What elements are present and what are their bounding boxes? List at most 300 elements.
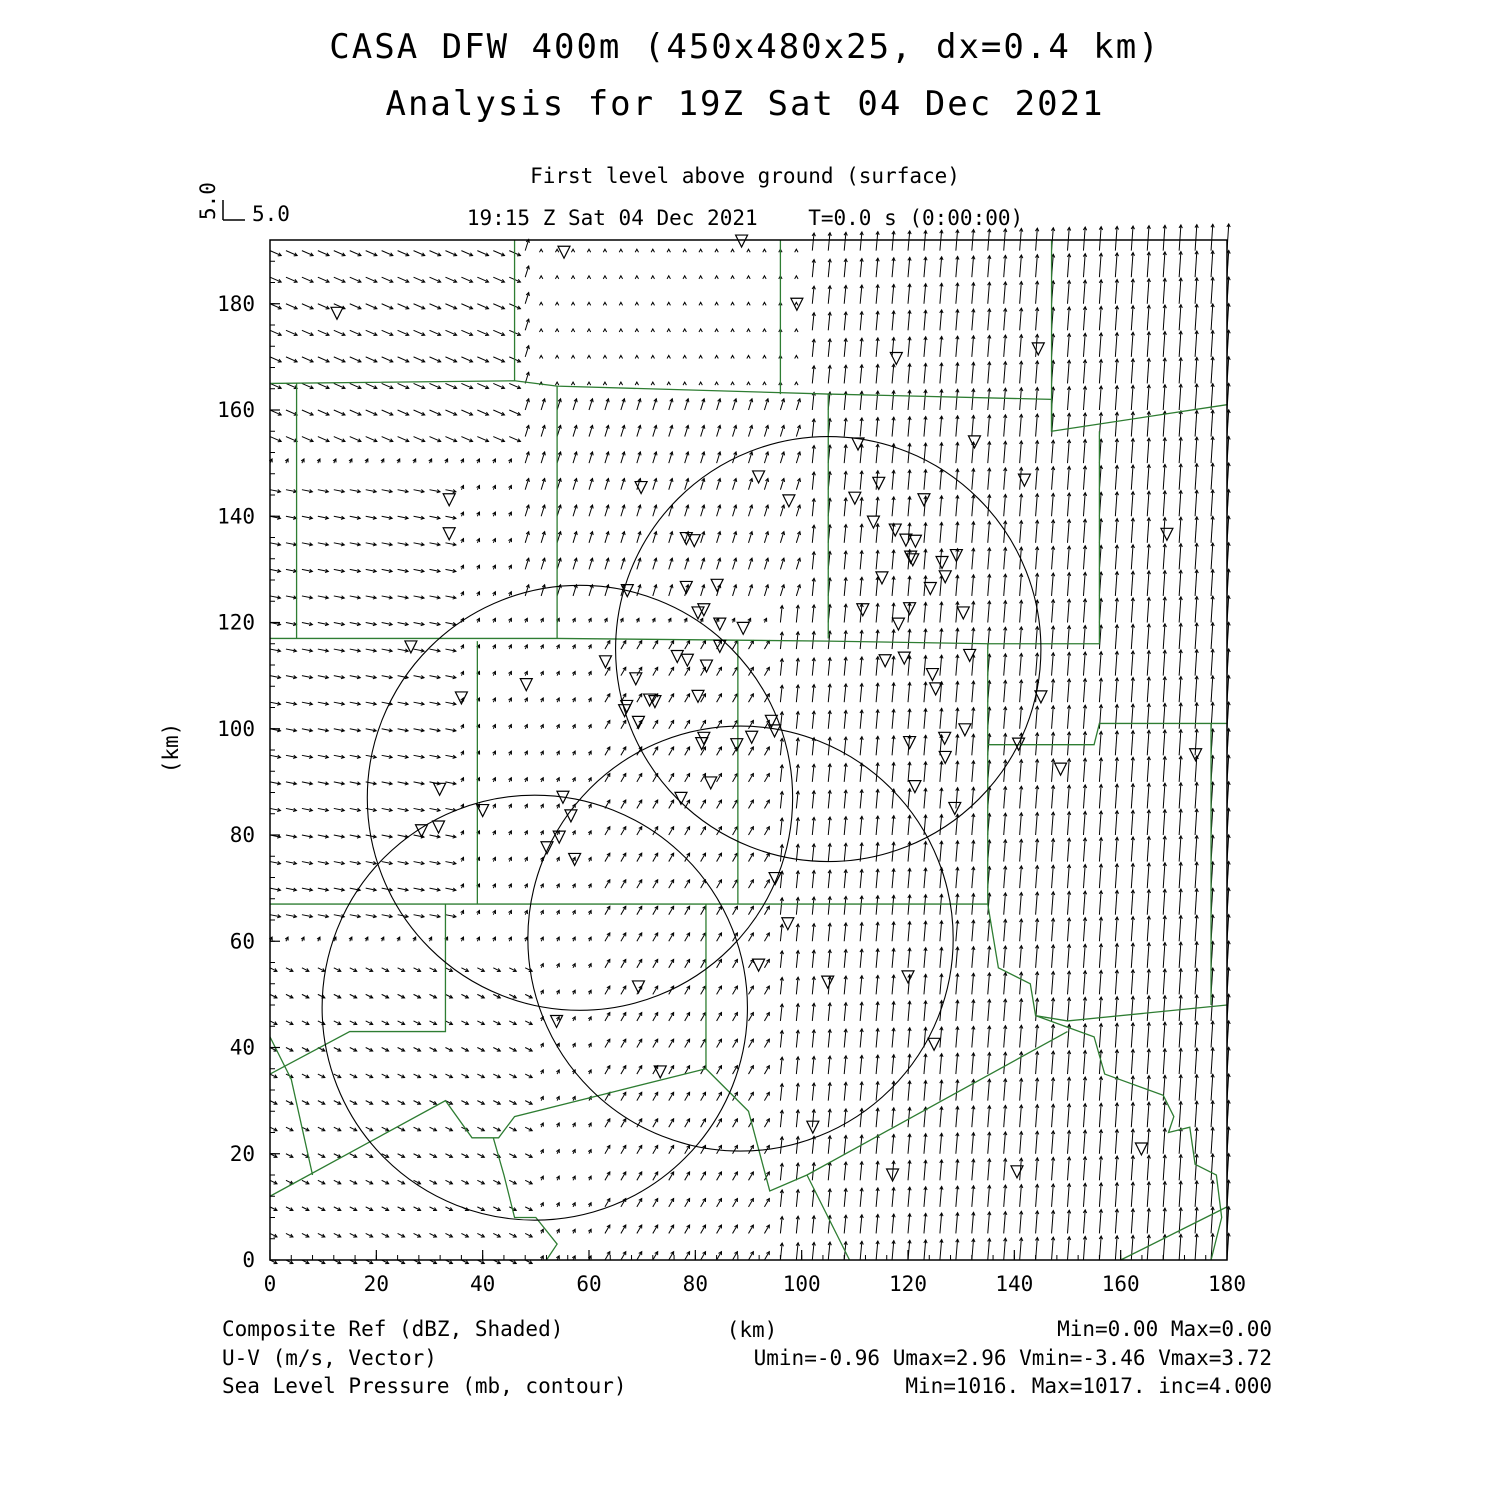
wind-vector xyxy=(1036,1105,1038,1128)
wind-vector xyxy=(1083,1236,1085,1260)
wind-vector-head xyxy=(571,302,574,305)
wind-vector xyxy=(1163,597,1165,622)
wind-vector xyxy=(1020,1211,1022,1233)
wind-vector xyxy=(1052,1078,1054,1101)
wind-vector xyxy=(1195,517,1197,543)
county-boundary xyxy=(270,638,1099,643)
wind-vector xyxy=(1211,490,1213,516)
wind-vector xyxy=(1004,468,1006,490)
wind-vector xyxy=(1099,227,1101,251)
wind-vector xyxy=(1147,863,1149,888)
wind-vector xyxy=(1195,968,1197,994)
wind-vector xyxy=(1115,572,1117,596)
wind-vector xyxy=(1147,916,1149,941)
wind-vector xyxy=(1115,465,1117,489)
radar-marker xyxy=(433,821,445,833)
wind-vector xyxy=(1083,466,1085,490)
wind-vector-head xyxy=(587,302,590,305)
wind-vector xyxy=(1131,1209,1133,1234)
wind-vector xyxy=(1115,545,1117,569)
wind-vector xyxy=(1131,492,1133,517)
wind-vector-head xyxy=(635,382,638,385)
wind-vector xyxy=(1036,945,1038,968)
wind-vector xyxy=(1179,278,1181,304)
wind-vector xyxy=(988,362,990,383)
wind-vector xyxy=(1131,1129,1133,1154)
wind-vector xyxy=(1020,255,1022,277)
wind-vector xyxy=(1163,571,1165,596)
wind-vector xyxy=(1004,654,1006,676)
wind-vector xyxy=(988,999,990,1020)
wind-vector xyxy=(1068,1210,1070,1233)
wind-vector xyxy=(1020,600,1022,622)
wind-vector xyxy=(1020,1078,1022,1100)
wind-vector xyxy=(1115,386,1117,410)
wind-vector xyxy=(1131,757,1133,782)
wind-vector-head xyxy=(571,355,574,358)
wind-vector xyxy=(1147,544,1149,569)
wind-vector xyxy=(1147,624,1149,649)
wind-vector xyxy=(1131,306,1133,331)
wind-vector xyxy=(1083,625,1085,649)
wind-vector xyxy=(1147,996,1149,1021)
wind-vector xyxy=(988,973,990,994)
wind-vector xyxy=(1004,1238,1006,1260)
wind-vector xyxy=(1083,865,1085,889)
wind-vector xyxy=(1115,651,1117,675)
wind-vector xyxy=(1020,308,1022,330)
wind-vector xyxy=(1179,916,1181,942)
wind-vector xyxy=(1211,1127,1213,1153)
wind-vector xyxy=(1020,946,1022,968)
wind-vector xyxy=(1068,706,1070,729)
wind-vector xyxy=(1020,1052,1022,1074)
wind-vector xyxy=(1068,1051,1070,1074)
wind-vector xyxy=(972,1212,974,1233)
wind-vector xyxy=(1147,1076,1149,1101)
wind-vector xyxy=(1099,1024,1101,1048)
wind-vector xyxy=(1211,649,1213,675)
wind-vector xyxy=(1115,279,1117,303)
radar-marker xyxy=(1032,343,1044,355)
wind-vector xyxy=(1099,1210,1101,1234)
wind-vector xyxy=(988,1026,990,1047)
wind-vector xyxy=(1211,1048,1213,1074)
wind-vector-head xyxy=(539,355,542,358)
wind-vector xyxy=(1131,1023,1133,1048)
wind-vector xyxy=(1195,1075,1197,1101)
wind-vector xyxy=(1083,360,1085,384)
wind-vector-head xyxy=(763,302,766,305)
wind-vector xyxy=(1179,703,1181,729)
wind-vector-head xyxy=(635,329,638,332)
wind-vector xyxy=(988,335,990,356)
wind-vector xyxy=(1036,998,1038,1021)
wind-vector xyxy=(1147,491,1149,516)
wind-vector xyxy=(1083,599,1085,623)
wind-vector xyxy=(1004,627,1006,649)
wind-vector-head xyxy=(651,302,654,305)
wind-vector xyxy=(1083,1024,1085,1048)
wind-vector xyxy=(1195,1207,1197,1233)
wind-vector xyxy=(1131,943,1133,968)
wind-vector xyxy=(1052,1157,1054,1180)
radar-marker xyxy=(822,976,834,988)
wind-vector xyxy=(1147,943,1149,968)
wind-vector xyxy=(1052,892,1054,915)
wind-vector xyxy=(1052,520,1054,543)
wind-vector xyxy=(1068,998,1070,1021)
wind-vector xyxy=(972,708,974,729)
wind-vector xyxy=(1068,759,1070,782)
wind-vector-head xyxy=(619,382,622,385)
wind-vector xyxy=(1147,465,1149,490)
wind-vector xyxy=(1211,384,1213,410)
wind-vector-head xyxy=(667,276,670,279)
wind-vector xyxy=(1068,360,1070,383)
wind-vector xyxy=(1083,891,1085,915)
wind-vector xyxy=(1004,680,1006,702)
wind-vector-head xyxy=(699,276,702,279)
wind-vector xyxy=(1020,760,1022,782)
wind-vector xyxy=(1083,1050,1085,1074)
wind-vector xyxy=(1147,757,1149,782)
radar-marker xyxy=(928,1038,940,1050)
y-tick-label: 100 xyxy=(217,716,255,741)
wind-vector xyxy=(1036,759,1038,782)
wind-vector xyxy=(1099,758,1101,782)
wind-vector-head xyxy=(555,329,558,332)
wind-vector xyxy=(1147,1023,1149,1048)
wind-vector xyxy=(1195,1234,1197,1260)
wind-vector xyxy=(988,946,990,967)
wind-vector xyxy=(1179,677,1181,703)
chart-title: CASA DFW 400m (450x480x25, dx=0.4 km) xyxy=(329,27,1161,67)
wind-vector xyxy=(1131,279,1133,304)
wind-vector xyxy=(1211,1154,1213,1180)
wind-vector xyxy=(972,336,974,357)
wind-vector xyxy=(1020,361,1022,383)
radar-marker xyxy=(681,654,693,666)
wind-vector xyxy=(1163,863,1165,888)
wind-vector-head xyxy=(667,355,670,358)
wind-vector xyxy=(1179,1155,1181,1181)
wind-vector-head xyxy=(619,302,622,305)
wind-vector xyxy=(972,920,974,941)
wind-vector xyxy=(1163,1049,1165,1074)
x-tick-label: 100 xyxy=(782,1272,821,1296)
wind-vector-head xyxy=(603,276,606,279)
wind-vector xyxy=(988,521,990,542)
wind-vector xyxy=(1195,596,1197,622)
wind-vector xyxy=(1004,707,1006,729)
wind-vector xyxy=(1195,703,1197,729)
wind-vector xyxy=(1195,1021,1197,1047)
wind-vector xyxy=(988,256,990,277)
wind-vector xyxy=(1131,837,1133,862)
wind-vector xyxy=(1195,862,1197,888)
wind-vector xyxy=(972,814,974,835)
wind-vector-head xyxy=(795,382,798,385)
wind-vector xyxy=(1099,306,1101,330)
wind-vector xyxy=(1052,679,1054,702)
wind-vector xyxy=(1020,1025,1022,1047)
wind-vector xyxy=(1083,758,1085,782)
radar-marker xyxy=(968,436,980,448)
wind-vector xyxy=(988,1132,990,1153)
wind-vector xyxy=(1163,889,1165,914)
wind-vector xyxy=(1004,548,1006,570)
wind-vector-head xyxy=(795,355,798,358)
x-tick-label: 140 xyxy=(995,1272,1034,1296)
wind-vector xyxy=(1211,570,1213,596)
wind-vector xyxy=(1083,918,1085,942)
wind-vector-head xyxy=(795,249,798,252)
wind-vector xyxy=(988,548,990,569)
wind-vector xyxy=(1179,411,1181,437)
wind-vector xyxy=(1195,278,1197,304)
wind-vector xyxy=(1179,836,1181,862)
wind-vector-head xyxy=(651,276,654,279)
wind-vector xyxy=(1099,652,1101,676)
wind-vector xyxy=(1195,331,1197,357)
wind-vector xyxy=(1099,705,1101,729)
wind-vector xyxy=(1195,490,1197,516)
wind-vector xyxy=(988,1239,990,1260)
wind-vector xyxy=(988,282,990,303)
wind-vector xyxy=(1195,729,1197,755)
radar-marker xyxy=(443,494,455,506)
wind-vector xyxy=(1115,1129,1117,1153)
wind-vector xyxy=(1147,1049,1149,1074)
wind-vector xyxy=(1211,676,1213,702)
wind-vector xyxy=(1147,518,1149,543)
wind-vector xyxy=(1052,467,1054,490)
wind-vector xyxy=(988,1053,990,1074)
wind-vector xyxy=(1004,973,1006,995)
wind-vector xyxy=(1195,623,1197,649)
wind-vector xyxy=(1179,464,1181,490)
wind-vector xyxy=(1115,731,1117,755)
wind-vector xyxy=(1147,1235,1149,1260)
wind-vector xyxy=(972,1000,974,1021)
wind-vector xyxy=(1004,866,1006,888)
x-tick-label: 0 xyxy=(263,1272,277,1296)
wind-vector xyxy=(1036,919,1038,942)
wind-vector xyxy=(1099,360,1101,384)
wind-vector xyxy=(1004,946,1006,968)
wind-vector xyxy=(1004,388,1006,410)
wind-vector xyxy=(1004,787,1006,809)
wind-vector xyxy=(1099,280,1101,304)
county-boundary xyxy=(706,1032,1068,1191)
wind-vector xyxy=(1052,1184,1054,1207)
radar-marker xyxy=(753,959,765,971)
wind-vector-head xyxy=(747,276,750,279)
wind-vector xyxy=(1115,306,1117,330)
wind-vector xyxy=(1131,704,1133,729)
wind-vector xyxy=(972,522,974,543)
wind-vector-head xyxy=(763,276,766,279)
radar-marker xyxy=(769,725,781,737)
wind-vector xyxy=(1115,519,1117,543)
wind-vector xyxy=(1004,1105,1006,1127)
radar-marker xyxy=(711,579,723,591)
wind-vector xyxy=(1179,437,1181,463)
wind-vector-head xyxy=(555,302,558,305)
wind-vector xyxy=(1163,464,1165,489)
radar-marker xyxy=(949,802,961,814)
y-tick-label: 20 xyxy=(229,1141,255,1166)
wind-vector xyxy=(1115,1183,1117,1207)
wind-vector xyxy=(1115,1156,1117,1180)
wind-vector xyxy=(1020,335,1022,357)
y-tick-label: 80 xyxy=(229,823,255,847)
wind-vector xyxy=(1036,573,1038,596)
wind-vector xyxy=(1131,518,1133,543)
wind-vector xyxy=(1163,1102,1165,1127)
radar-marker xyxy=(1161,528,1173,540)
wind-vector xyxy=(1163,1182,1165,1207)
wind-vector xyxy=(1163,305,1165,330)
wind-vector xyxy=(1083,1183,1085,1207)
wind-vector xyxy=(1004,813,1006,835)
wind-vector xyxy=(1163,730,1165,755)
wind-vector xyxy=(1052,1131,1054,1154)
wind-vector xyxy=(1211,1181,1213,1207)
wind-vector xyxy=(1068,334,1070,357)
x-tick-label: 20 xyxy=(363,1272,389,1296)
county-boundary xyxy=(493,1138,557,1260)
radar-marker xyxy=(736,235,748,247)
radar-marker xyxy=(635,482,647,494)
wind-vector xyxy=(1115,970,1117,994)
wind-vector xyxy=(1163,1155,1165,1180)
wind-vector xyxy=(1004,919,1006,941)
wind-vector xyxy=(1004,308,1006,330)
radar-marker xyxy=(892,618,904,630)
wind-vector xyxy=(1163,358,1165,383)
wind-vector xyxy=(1020,893,1022,915)
wind-vector xyxy=(1099,731,1101,755)
wind-vector-head xyxy=(699,302,702,305)
wind-vector xyxy=(1147,438,1149,463)
wind-vector-head xyxy=(587,329,590,332)
wind-vector-head xyxy=(763,249,766,252)
wind-vector xyxy=(1115,944,1117,968)
wind-vector-head xyxy=(619,329,622,332)
radar-marker xyxy=(1135,1143,1147,1155)
chart-title-line2: Analysis for 19Z Sat 04 Dec 2021 xyxy=(385,84,1105,124)
wind-vector xyxy=(1004,840,1006,862)
wind-vector xyxy=(1083,572,1085,596)
wind-vector xyxy=(1068,971,1070,994)
wind-vector xyxy=(1020,707,1022,729)
wind-vector xyxy=(1163,517,1165,542)
wind-vector xyxy=(1179,1102,1181,1128)
wind-vector xyxy=(1068,1237,1070,1260)
wind-vector xyxy=(1083,493,1085,517)
radar-marker xyxy=(558,246,570,258)
wind-vector xyxy=(1068,254,1070,277)
wind-vector xyxy=(1099,970,1101,994)
wind-vector xyxy=(1211,304,1213,330)
wind-vector xyxy=(1131,731,1133,756)
wind-vector xyxy=(1036,467,1038,490)
wind-vector xyxy=(1020,521,1022,543)
wind-vector xyxy=(1036,972,1038,995)
wind-vector-head xyxy=(539,276,542,279)
radar-marker xyxy=(1055,763,1067,775)
wind-vector xyxy=(1020,866,1022,888)
wind-vector xyxy=(1099,1183,1101,1207)
wind-vector-head xyxy=(651,355,654,358)
wind-vector xyxy=(1131,332,1133,357)
wind-vector xyxy=(1052,440,1054,463)
wind-vector xyxy=(1131,970,1133,995)
wind-vector xyxy=(1099,678,1101,702)
wind-vector xyxy=(1179,491,1181,517)
wind-vector xyxy=(1163,411,1165,436)
wind-vector-head xyxy=(571,276,574,279)
wind-vector-head xyxy=(747,382,750,385)
wind-vector xyxy=(1115,598,1117,622)
wind-vector xyxy=(972,575,974,596)
wind-vector-head xyxy=(571,249,574,252)
wind-vector xyxy=(1163,438,1165,463)
wind-vector-head xyxy=(747,329,750,332)
wind-vector xyxy=(1195,357,1197,383)
wind-vector xyxy=(1115,837,1117,861)
wind-vector xyxy=(1020,627,1022,649)
wind-vector xyxy=(1163,996,1165,1021)
wind-vector-head xyxy=(587,249,590,252)
wind-vector xyxy=(1036,281,1038,304)
wind-vector xyxy=(1179,730,1181,756)
radar-marker xyxy=(434,783,446,795)
wind-vector xyxy=(988,389,990,410)
wind-vector xyxy=(1068,1157,1070,1180)
wind-vector xyxy=(1195,570,1197,596)
wind-vector xyxy=(1147,1155,1149,1180)
wind-vector-head xyxy=(731,355,734,358)
wind-vector xyxy=(1179,384,1181,410)
wind-vector-head xyxy=(587,276,590,279)
wind-vector xyxy=(972,362,974,383)
wind-vector xyxy=(1179,1234,1181,1260)
wind-vector xyxy=(1131,226,1133,251)
wind-vector-head xyxy=(795,276,798,279)
wind-vector xyxy=(1036,653,1038,676)
wind-vector xyxy=(1211,251,1213,277)
wind-vector xyxy=(1147,890,1149,915)
wind-vector xyxy=(1147,252,1149,277)
wind-vector-head xyxy=(731,382,734,385)
wind-vector xyxy=(1036,1025,1038,1048)
wind-vector xyxy=(1004,574,1006,596)
wind-vector xyxy=(1163,544,1165,569)
wind-vector xyxy=(972,1026,974,1047)
wind-vector xyxy=(1131,1049,1133,1074)
wind-vector xyxy=(1083,838,1085,862)
wind-vectors xyxy=(269,224,1230,1264)
wind-vector xyxy=(1147,783,1149,808)
wind-vector xyxy=(1115,1209,1117,1233)
wind-vector-head xyxy=(731,302,734,305)
wind-vector xyxy=(1131,439,1133,464)
wind-vector-head xyxy=(651,249,654,252)
wind-vector-head xyxy=(683,355,686,358)
